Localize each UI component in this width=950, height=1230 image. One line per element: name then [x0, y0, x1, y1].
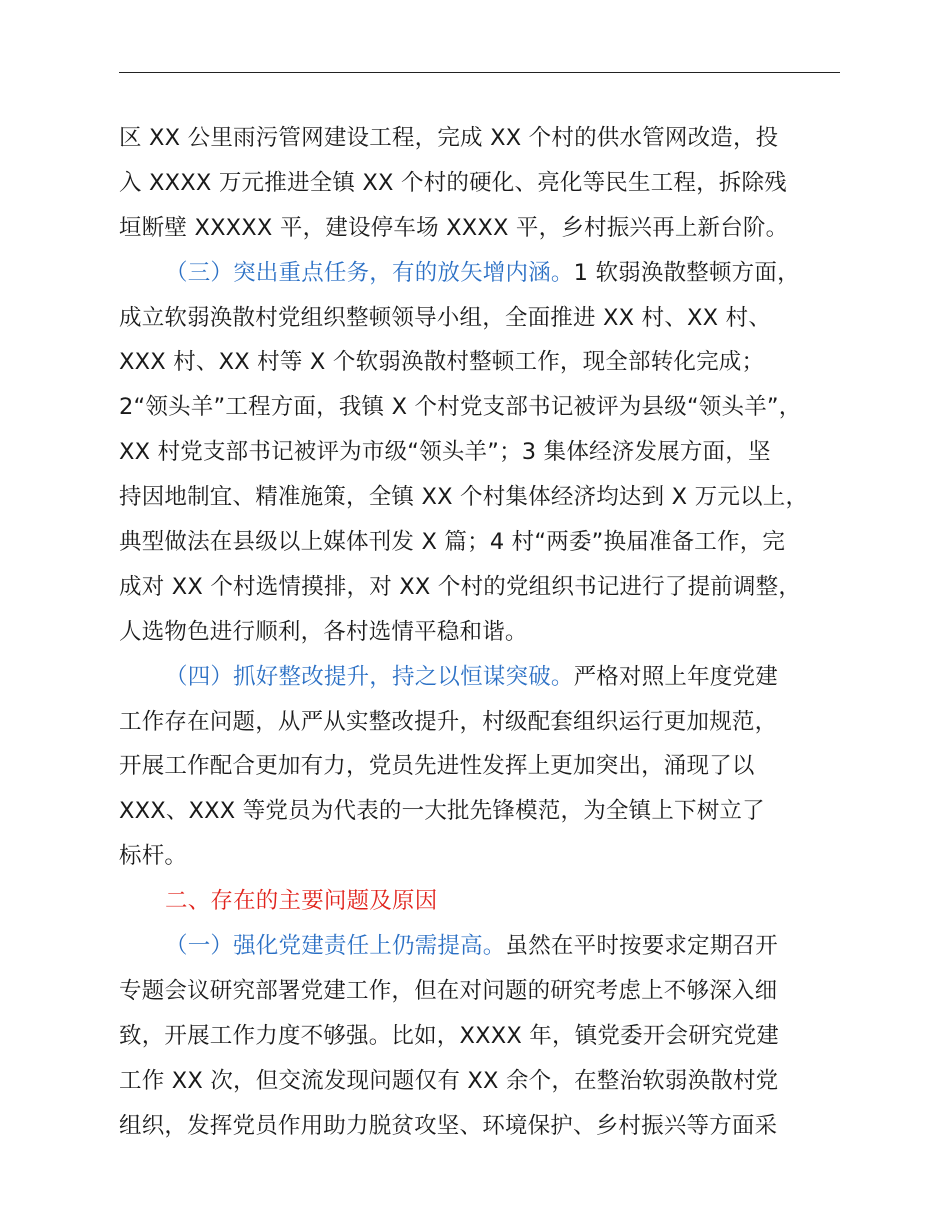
text-line [119, 116, 859, 161]
document-body [119, 116, 859, 1148]
text-line [119, 744, 859, 789]
text-line [119, 161, 859, 206]
body-text-segment: 组织，发挥党员作用助力脱贫攻坚、环境保护、乡村振兴等方面采 [119, 1112, 778, 1139]
text-line [119, 700, 859, 745]
body-text-segment: 标杆。 [119, 843, 188, 870]
subsection-heading: （三）突出重点任务，有的放矢增内涵。 [165, 259, 574, 286]
body-text-segment: 持因地制宜、精准施策，全镇 XX 个村集体经济均达到 X 万元以上， [119, 484, 809, 511]
text-line [119, 520, 859, 565]
text-line [119, 924, 859, 969]
body-text-segment: 工作存在问题，从严从实整改提升，村级配套组织运行更加规范， [119, 708, 778, 735]
subsection-heading: （四）抓好整改提升，持之以恒谋突破。 [165, 663, 574, 690]
body-text-segment: 典型做法在县级以上媒体刊发 X 篇；4 村“两委”换届准备工作，完 [119, 529, 786, 556]
text-line [119, 475, 859, 520]
text-line [119, 969, 859, 1014]
body-text-segment: XXX、XXX 等党员为代表的一大批先锋模范，为全镇上下树立了 [119, 798, 765, 825]
text-line [119, 1104, 859, 1149]
text-line [119, 251, 859, 296]
text-line [119, 610, 859, 655]
text-line [119, 385, 859, 430]
body-text-segment: 区 XX 公里雨污管网建设工程，完成 XX 个村的供水管网改造，投 [119, 125, 779, 151]
text-line [119, 565, 859, 610]
text-line [119, 340, 859, 385]
body-text-segment: 专题会议研究部署党建工作，但在对问题的研究考虑上不够深入细 [119, 977, 778, 1004]
body-text-segment: 1 软弱涣散整顿方面， [573, 259, 800, 286]
section-heading: 二、存在的主要问题及原因 [165, 888, 438, 915]
body-text-segment: 入 XXXX 万元推进全镇 XX 个村的硬化、亮化等民生工程，拆除残 [119, 169, 787, 196]
body-text-segment: 成立软弱涣散村党组织整顿领导小组，全面推进 XX 村、XX 村、 [119, 304, 772, 331]
text-line [119, 1014, 859, 1059]
text-line [119, 834, 859, 879]
body-text-segment: XX 村党支部书记被评为市级“领头羊”；3 集体经济发展方面，坚 [119, 439, 771, 466]
text-line [119, 296, 859, 341]
text-line [119, 655, 859, 700]
body-text-segment: 虽然在平时按要求定期召开 [505, 933, 778, 960]
body-text-segment: 成对 XX 个村选情摸排，对 XX 个村的党组织书记进行了提前调整， [119, 573, 802, 600]
body-text-segment: 开展工作配合更加有力，党员先进性发挥上更加突出，涌现了以 [119, 753, 755, 780]
body-text-segment: 人选物色进行顺利，各村选情平稳和谐。 [119, 618, 528, 645]
body-text-segment: 工作 XX 次，但交流发现问题仅有 XX 余个，在整治软弱涣散村党 [119, 1067, 779, 1094]
text-line [119, 789, 859, 834]
body-text-segment: 2“领头羊”工程方面，我镇 X 个村党支部书记被评为县级“领头羊”， [119, 394, 802, 421]
body-text-segment: 严格对照上年度党建 [573, 663, 778, 690]
text-line [119, 206, 859, 251]
header-rule [119, 72, 840, 73]
body-text-segment: XXX 村、XX 村等 X 个软弱涣散村整顿工作，现全部转化完成； [119, 349, 765, 376]
text-line [119, 430, 859, 475]
text-line [119, 1059, 859, 1104]
text-line [119, 879, 859, 924]
subsection-heading: （一）强化党建责任上仍需提高。 [165, 933, 506, 960]
body-text-segment: 垣断壁 XXXXX 平，建设停车场 XXXX 平，乡村振兴再上新台阶。 [119, 214, 789, 241]
body-text-segment: 致，开展工作力度不够强。比如，XXXX 年，镇党委开会研究党建 [119, 1022, 780, 1049]
